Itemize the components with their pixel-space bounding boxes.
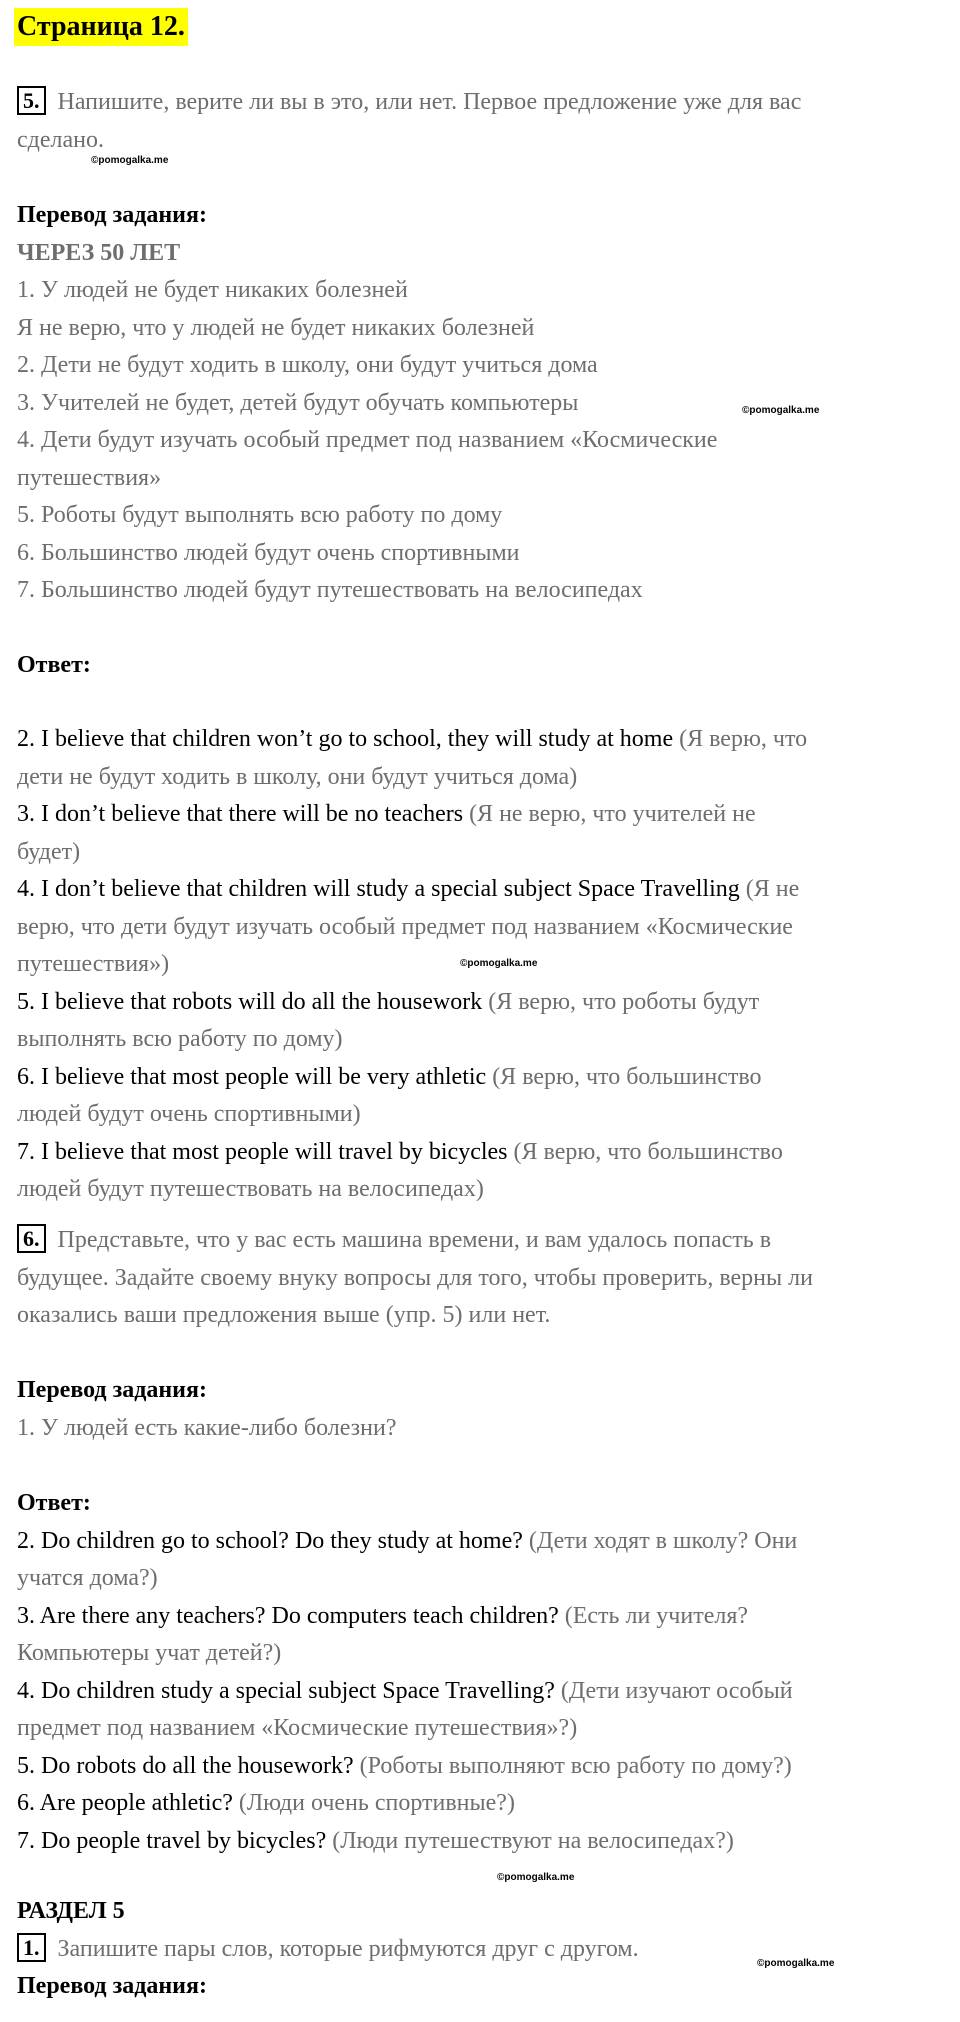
answer-line: дети не будут ходить в школу, они будут учиться дома)	[17, 763, 578, 790]
watermark: ©pomogalka.me	[742, 405, 820, 416]
task6-line-3: оказались ваши предложения выше (упр. 5) или нет.	[17, 1302, 551, 1328]
answer-heading: Ответ:	[17, 652, 91, 678]
section5-heading: РАЗДЕЛ 5	[17, 1898, 125, 1924]
task5-text-1: Напишите, верите ли вы в это, или нет. Первое предложение уже для вас	[57, 89, 802, 115]
answer-line: Компьютеры учат детей?)	[17, 1640, 282, 1666]
answer-russian: (Я не	[739, 876, 800, 902]
answer-russian: (Люди путешествуют на велосипедах?)	[326, 1827, 734, 1854]
answer-line: людей будут путешествовать на велосипедах)	[17, 1176, 484, 1202]
task5-line-1	[17, 84, 952, 122]
task6-text-1: Представьте, что у вас есть машина времени, и вам удалось попасть в	[57, 1227, 772, 1253]
answer-line	[17, 796, 952, 834]
answer-line	[17, 1673, 952, 1711]
section-heading: ЧЕРЕЗ 50 ЛЕТ	[17, 239, 181, 266]
answer-line	[17, 1823, 952, 1861]
answer-russian: (Я не верю, что учителей не	[463, 801, 756, 827]
answer-line: людей будут очень спортивными)	[17, 1101, 361, 1127]
answer-english: 5. Do robots do all the housework?	[17, 1752, 354, 1779]
task6-line-1	[17, 1222, 952, 1260]
answer5-heading-block	[17, 647, 952, 685]
answer-line	[17, 721, 952, 759]
answer-english: 6. I believe that most people will be very athletic	[17, 1063, 487, 1090]
watermark: ©pomogalka.me	[497, 1872, 575, 1883]
translation-line: путешествия»	[17, 464, 162, 491]
answer-line: выполнять всю работу по дому)	[17, 1026, 343, 1052]
translation-heading: Перевод задания:	[17, 1973, 207, 1999]
watermark: ©pomogalka.me	[757, 1958, 835, 1969]
task5-translation	[17, 197, 952, 610]
task5-number: 5.	[17, 86, 46, 115]
answer-heading: Ответ:	[17, 1490, 91, 1516]
task6-number: 6.	[17, 1224, 46, 1253]
answer-line	[17, 1059, 952, 1097]
section5-task-number: 1.	[17, 1933, 46, 1962]
answer-line	[17, 871, 952, 909]
answer-english: 3. Are there any teachers? Do computers teach children?	[17, 1602, 559, 1629]
answer-line	[17, 1748, 952, 1786]
translation-line: Я не верю, что у людей не будет никаких болезней	[17, 314, 535, 341]
answer-english: 2. I believe that children won’t go to school, they will study at home	[17, 726, 674, 752]
answer-russian: (Роботы выполняют всю работу по дому?)	[353, 1752, 792, 1779]
answer-english: 4. Do children study a special subject Space Travelling?	[17, 1677, 555, 1704]
translation-line: 1. У людей не будет никаких болезней	[17, 277, 408, 303]
section5-task-text: Запишите пары слов, которые рифмуются друг с другом.	[57, 1935, 639, 1962]
answer-russian: (Дети изучают особый	[554, 1677, 793, 1704]
answer-english: 3. I don’t believe that there will be no teachers	[17, 801, 464, 827]
translation-line: 7. Большинство людей будут путешествовать на велосипедах	[17, 577, 643, 603]
translation-line: 2. Дети не будут ходить в школу, они будут учиться дома	[17, 352, 598, 378]
task6-instruction	[17, 1222, 952, 1335]
answer-line: верю, что дети будут изучать особый предмет под названием «Космические	[17, 913, 793, 940]
translation-line: 3. Учителей не будет, детей будут обучать компьютеры	[17, 389, 579, 416]
page-title: Страница 12.	[14, 8, 188, 46]
task6-line-2: будущее. Задайте своему внуку вопросы для того, чтобы проверить, верны ли	[17, 1264, 813, 1291]
answer6-list	[17, 1485, 952, 1860]
answer-russian: (Я верю, что большинство	[507, 1138, 783, 1165]
answer-line: предмет под названием «Космические путешествия»?)	[17, 1715, 578, 1741]
answer-english: 6. Are people athletic?	[17, 1790, 233, 1816]
translation-line: 1. У людей есть какие-либо болезни?	[17, 1414, 397, 1441]
task5-line-2: сделано.	[17, 126, 104, 153]
answer-english: 4. I don’t believe that children will study a special subject Space Travelling	[17, 876, 740, 902]
translation-line: 4. Дети будут изучать особый предмет под названием «Космические	[17, 427, 718, 453]
answer-english: 7. Do people travel by bicycles?	[17, 1827, 327, 1854]
answer-english: 5. I believe that robots will do all the housework	[17, 988, 483, 1015]
answer-russian: (Я верю, что роботы будут	[482, 988, 760, 1015]
translation-heading: Перевод задания:	[17, 1377, 207, 1403]
task5-instruction	[17, 84, 952, 159]
watermark: ©pomogalka.me	[460, 958, 538, 969]
answer-russian: (Дети ходят в школу? Они	[522, 1527, 798, 1554]
task6-translation	[17, 1372, 952, 1447]
answer-russian: (Я верю, что	[673, 726, 808, 752]
answer-russian: (Я верю, что большинство	[486, 1063, 762, 1090]
answer-line: учатся дома?)	[17, 1565, 158, 1591]
answer-line	[17, 1598, 952, 1636]
answer-russian: (Люди очень спортивные?)	[232, 1790, 515, 1816]
answer-line	[17, 984, 952, 1022]
answer-english: 7. I believe that most people will travel by bicycles	[17, 1138, 508, 1165]
answer-russian: (Есть ли учителя?	[558, 1602, 749, 1629]
section5	[17, 1893, 952, 2006]
answer-line	[17, 1523, 952, 1561]
answer-line	[17, 1785, 952, 1823]
translation-line: 5. Роботы будут выполнять всю работу по дому	[17, 502, 503, 528]
translation-line: 6. Большинство людей будут очень спортивными	[17, 539, 520, 566]
watermark: ©pomogalka.me	[91, 155, 169, 166]
answer-line	[17, 1134, 952, 1172]
answer-line: путешествия»)	[17, 951, 170, 977]
answer-english: 2. Do children go to school? Do they study at home?	[17, 1527, 523, 1554]
answer-line: будет)	[17, 838, 81, 865]
translation-heading: Перевод задания:	[17, 202, 207, 228]
